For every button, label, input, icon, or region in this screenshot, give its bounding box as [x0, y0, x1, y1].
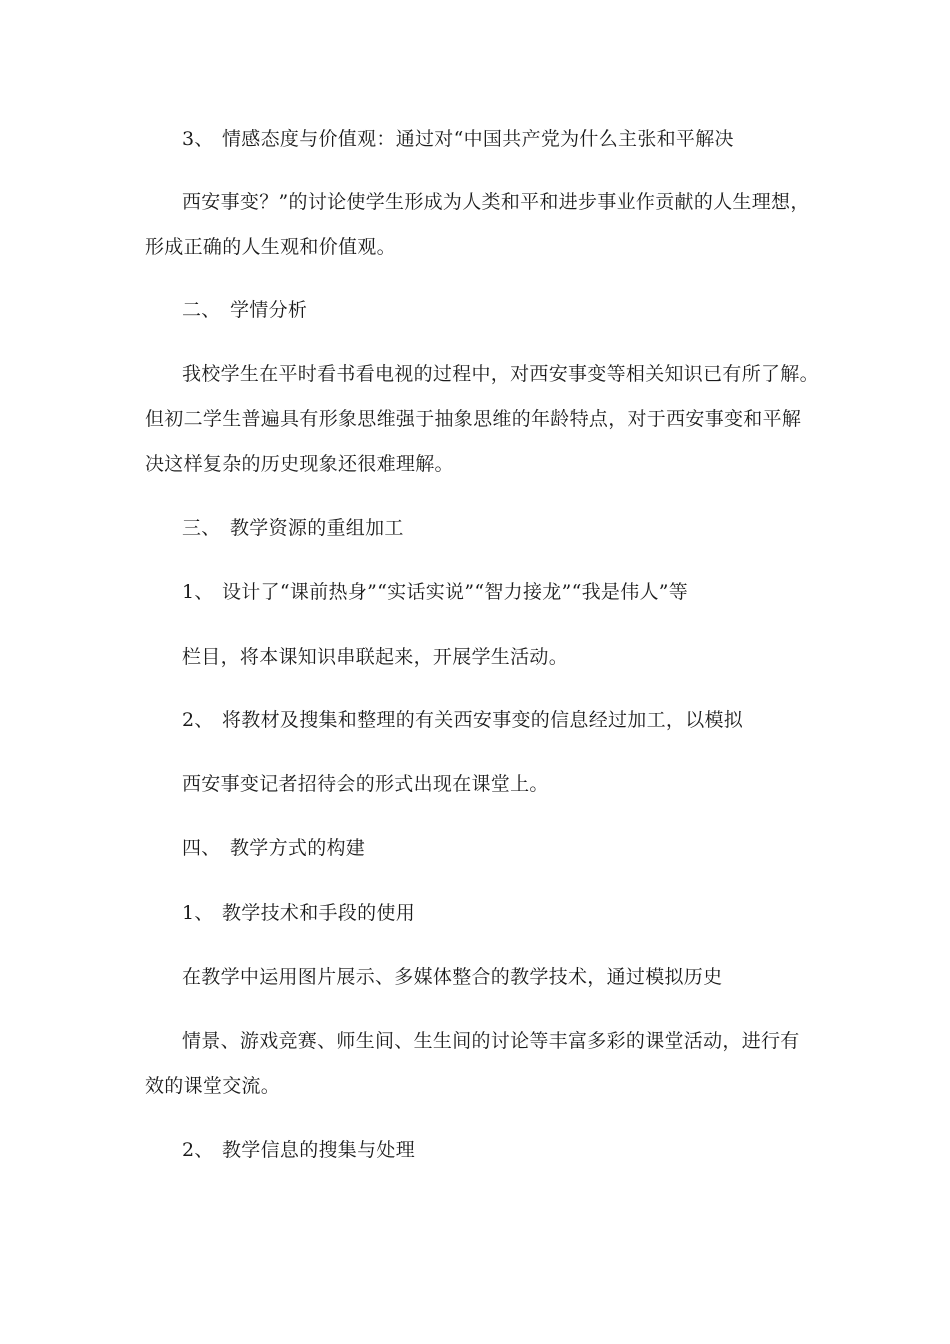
section-marker: 三、	[182, 517, 221, 539]
section-title: 教学资源的重组加工	[230, 517, 404, 539]
list-marker: 3、	[182, 128, 214, 150]
paragraph-line: 但初二学生普遍具有形象思维强于抽象思维的年龄特点，对于西安事变和平解	[145, 408, 802, 430]
list-item	[182, 901, 415, 925]
section-heading	[182, 298, 307, 322]
section-title: 教学方式的构建	[230, 837, 366, 859]
list-marker: 2、	[182, 709, 214, 731]
paragraph-line: 形成正确的人生观和价值观。	[145, 236, 396, 258]
paragraph-text: 教学信息的搜集与处理	[222, 1139, 416, 1161]
paragraph-text: 情感态度与价值观：通过对“中国共产党为什么主张和平解决	[222, 128, 734, 150]
paragraph-line: 西安事变记者招待会的形式出现在课堂上。	[182, 773, 549, 795]
list-marker: 1、	[182, 581, 214, 603]
paragraph-line: 决这样复杂的历史现象还很难理解。	[145, 453, 454, 475]
list-marker: 1、	[182, 902, 214, 924]
paragraph-line: 效的课堂交流。	[145, 1075, 281, 1097]
paragraph-line: 在教学中运用图片展示、多媒体整合的教学技术，通过模拟历史	[182, 966, 723, 988]
paragraph-line: 我校学生在平时看书看电视的过程中，对西安事变等相关知识已有所了解。	[182, 363, 819, 385]
paragraph-line: 情景、游戏竞赛、师生间、生生间的讨论等丰富多彩的课堂活动，进行有	[182, 1030, 800, 1052]
paragraph-text: 教学技术和手段的使用	[222, 902, 416, 924]
section-marker: 二、	[182, 299, 221, 321]
paragraph-line: 栏目，将本课知识串联起来，开展学生活动。	[182, 646, 569, 668]
list-item-heading	[182, 127, 734, 151]
paragraph-line: 西安事变？”的讨论使学生形成为人类和平和进步事业作贡献的人生理想，	[182, 191, 810, 213]
list-item	[182, 708, 743, 732]
section-marker: 四、	[182, 837, 221, 859]
list-marker: 2、	[182, 1139, 214, 1161]
paragraph-text: 将教材及搜集和整理的有关西安事变的信息经过加工，以模拟	[222, 709, 744, 731]
section-heading	[182, 516, 404, 540]
section-title: 学情分析	[230, 299, 308, 321]
list-item	[182, 580, 688, 604]
list-item	[182, 1138, 415, 1162]
section-heading	[182, 836, 365, 860]
paragraph-text: 设计了“课前热身”“实话实说”“智力接龙”“我是伟人”等	[222, 581, 689, 603]
